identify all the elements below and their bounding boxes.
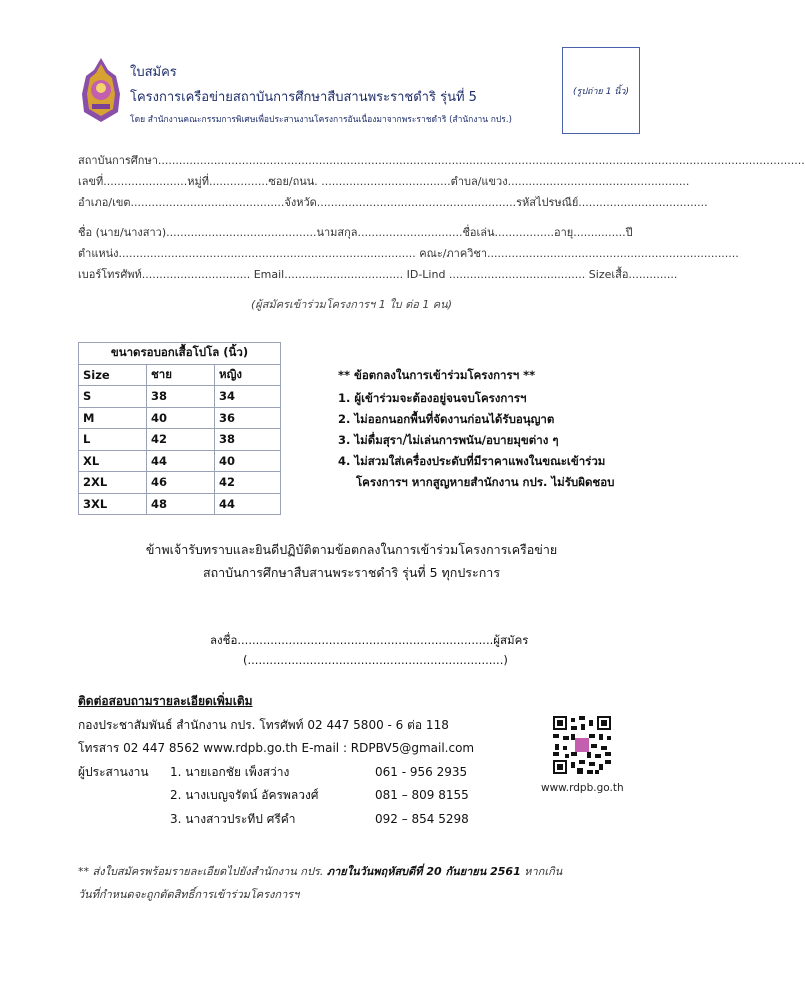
photo-label: (รูปถ่าย 1 นิ้ว) [573,86,629,97]
deadline-text: ** ส่งใบสมัครพร้อมรายละเอียดไปยังสำนักงาน กปร. [78,865,327,878]
rule-item-continued: โครงการฯ หากสูญหายสำนักงาน กปร. ไม่รับผิดชอบ [356,475,615,489]
table-title: ขนาดรอบอกเสื้อโปโล (นิ้ว) [79,343,281,365]
deadline-note [78,860,644,906]
table-title-row [79,343,281,365]
coordinator-row [78,808,474,832]
table-header-row [79,364,281,386]
address-field[interactable]: เลขที่........................หมู่ที่.................ซอย/ถนน. .....................................ตำบล/แขวง.................................................... [78,175,690,188]
rule-item: 1. ผู้เข้าร่วมจะต้องอยู่จนจบโครงการฯ [338,391,527,405]
district-field[interactable]: อำเภอ/เขต............................................จังหวัด.........................................................รหัสไปรษณีย์..................................... [78,196,708,209]
table-cell: 38 [147,386,215,408]
column-header: หญิง [215,364,281,386]
table-cell: 3XL [79,493,147,515]
table-cell: 44 [215,493,281,515]
contact-line: กองประชาสัมพันธ์ สำนักงาน กปร. โทรศัพท์ 02 447 5800 - 6 ต่อ 118 [78,717,449,732]
coordinator-name: 3. นางสาวประทีป ศรีคำ [170,811,296,826]
table-row [79,450,281,472]
organization-emblem [78,56,124,124]
table-cell: 44 [147,450,215,472]
name-field[interactable]: ชื่อ (นาย/นางสาว)...........................................นามสกุล..............................ชื่อเล่น.................อายุ...............ปี [78,226,633,239]
position-field[interactable]: ตำแหน่ง..................................................................................... คณะ/ภาควิชา........................................................................ [78,247,739,260]
table-cell: S [79,386,147,408]
deadline-line [78,860,644,883]
consent-line: สถาบันการศึกษาสืบสานพระราชดำริ รุ่นที่ 5 ทุกประการ [202,565,501,580]
table-cell: 40 [147,407,215,429]
coordinator-name: 1. นายเอกชัย เพ็งสว่าง [170,764,290,779]
coordinator-phone: 092 – 854 5298 [375,811,469,826]
contact-block [78,690,474,831]
deadline-line: วันที่กำหนดจะถูกตัดสิทธิ์การเข้าร่วมโครงการฯ [78,888,300,901]
table-cell: 42 [215,472,281,494]
column-header: Size [79,364,147,386]
coordinator-label: ผู้ประสานงาน [78,764,149,779]
signature-name-line[interactable]: (......................................................................) [243,653,508,667]
applicant-note: (ผู้สมัครเข้าร่วมโครงการฯ 1 ใบ ต่อ 1 คน) [251,298,452,311]
coordinator-phone: 081 – 809 8155 [375,788,469,802]
contact-line: โทรสาร 02 447 8562 www.rdpb.go.th E-mail : RDPBV5@gmail.com [78,741,475,755]
qr-code-icon[interactable] [553,716,611,774]
organizer-line: โดย สำนักงานคณะกรรมการพิเศษเพื่อประสานงานโครงการอันเนื่องมาจากพระราชดำริ (สำนักงาน กปร.) [130,115,512,125]
deadline-text: หากเกิน [520,865,563,878]
table-cell: 46 [147,472,215,494]
coordinator-row [78,761,474,785]
table-cell: 48 [147,493,215,515]
table-cell: 2XL [79,472,147,494]
table-cell: 42 [147,429,215,451]
shirt-size-table [78,342,281,515]
column-header: ชาย [147,364,215,386]
table-cell: L [79,429,147,451]
table-cell: 38 [215,429,281,451]
project-title: โครงการเครือข่ายสถาบันการศึกษาสืบสานพระราชดำริ รุ่นที่ 5 [130,90,477,105]
table-row [79,407,281,429]
coordinator-name: 2. นางเบญจรัตน์ อัครพลวงศ์ [170,788,319,802]
table-cell: 40 [215,450,281,472]
consent-statement [0,538,703,584]
form-label: ใบสมัคร [130,65,177,80]
coordinator-phone: 061 - 956 2935 [375,764,468,779]
signature-line[interactable]: ลงชื่อ......................................................................ผู้สมัคร [210,633,529,647]
table-row [79,493,281,515]
rule-item: 4. ไม่สวมใส่เครื่องประดับที่มีราคาแพงในขณะเข้าร่วม [338,454,606,468]
table-cell: XL [79,450,147,472]
qr-caption[interactable]: www.rdpb.go.th [541,782,624,794]
institution-field[interactable]: สถาบันการศึกษา......................................................................................................................................................................................... [78,154,805,167]
rule-item: 3. ไม่ดื่มสุรา/ไม่เล่นการพนัน/อบายมุขต่าง ๆ [338,433,559,447]
contact-heading: ติดต่อสอบถามรายละเอียดเพิ่มเติม [78,694,253,708]
table-row [79,429,281,451]
table-cell: M [79,407,147,429]
table-cell: 34 [215,386,281,408]
rules-title: ** ข้อตกลงในการเข้าร่วมโครงการฯ ** [338,368,536,382]
deadline-date: ภายในวันพฤหัสบดีที่ 20 กันยายน 2561 [326,865,521,878]
rule-item: 2. ไม่ออกนอกพื้นที่จัดงานก่อนได้รับอนุญาต [338,412,555,426]
photo-box [562,47,640,134]
table-row [79,472,281,494]
rules-block [338,365,614,493]
table-row [79,386,281,408]
consent-line: ข้าพเจ้ารับทราบและยินดีปฏิบัติตามข้อตกลงในการเข้าร่วมโครงการเครือข่าย [145,542,558,557]
coordinator-row [78,784,474,808]
table-cell: 36 [215,407,281,429]
phone-email-field[interactable]: เบอร์โทรศัพท์............................... Email.................................. ID-Lind ....................................... Sizeเสื้อ.............. [78,268,678,281]
